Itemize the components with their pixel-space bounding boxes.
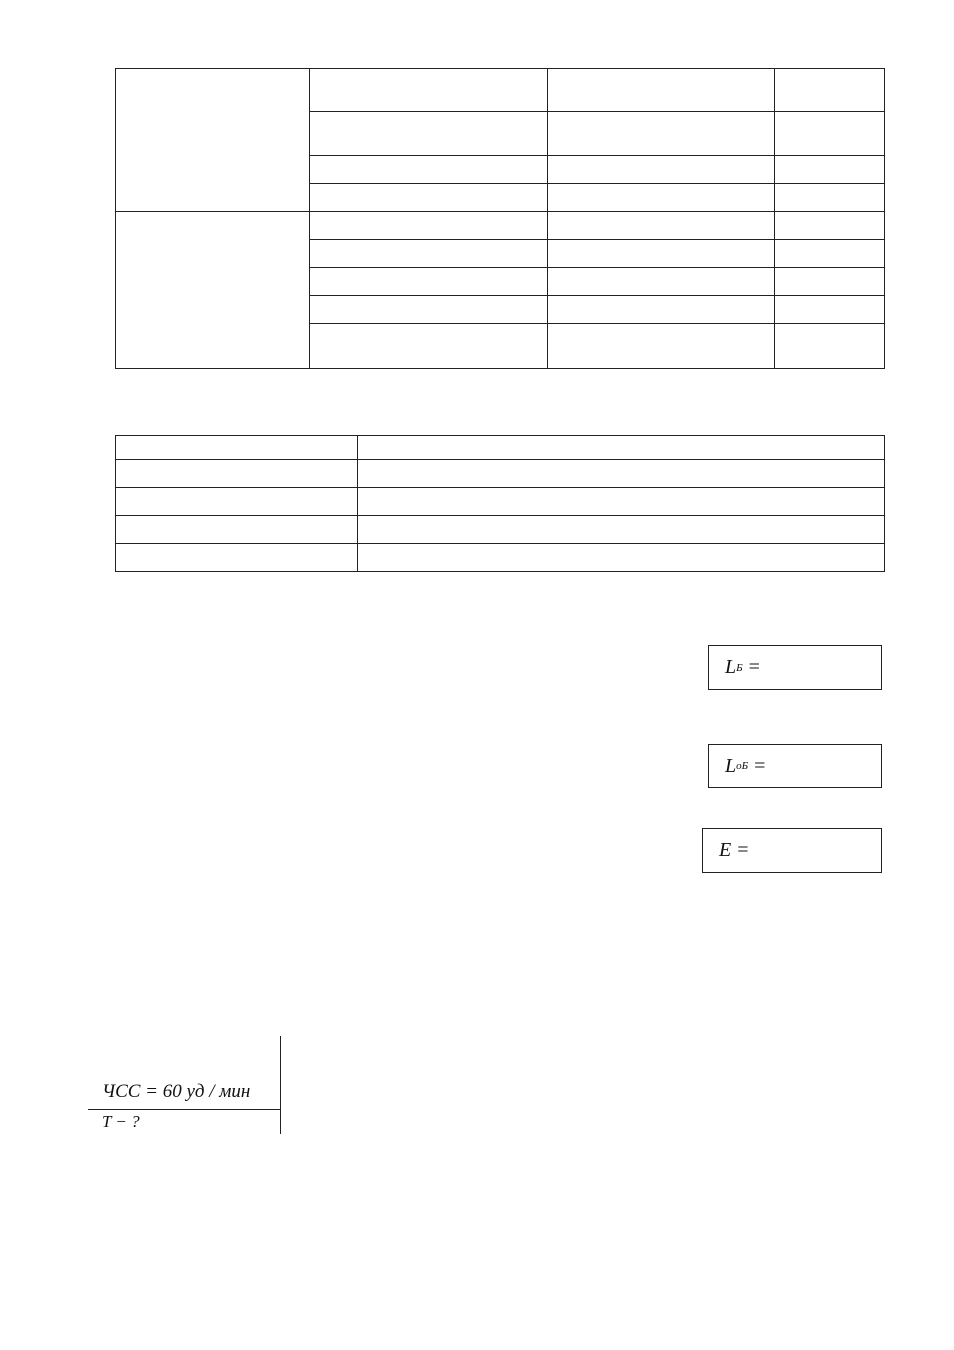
table1-cell[interactable]	[548, 69, 775, 112]
table1-cell[interactable]	[310, 156, 548, 184]
equals-sign: =	[737, 839, 749, 861]
table1-cell[interactable]	[775, 184, 885, 212]
table1-cell[interactable]	[775, 240, 885, 268]
table2-cell[interactable]	[358, 516, 885, 544]
table1-cell[interactable]	[548, 212, 775, 240]
given-unknown-period: T − ?	[102, 1112, 140, 1131]
table1-cell[interactable]	[310, 296, 548, 324]
table1-cell[interactable]	[310, 184, 548, 212]
table1-cell[interactable]	[775, 212, 885, 240]
table1-cell[interactable]	[548, 184, 775, 212]
answer-box-lob[interactable]	[708, 744, 882, 788]
table1-cell[interactable]	[775, 156, 885, 184]
given-heart-rate: ЧСС = 60 уд / мин	[102, 1081, 251, 1102]
table1-cell[interactable]	[310, 112, 548, 156]
table1-cell[interactable]	[548, 268, 775, 296]
given-divider-horizontal	[88, 1109, 280, 1110]
equals-sign: =	[754, 754, 766, 777]
table1-cell[interactable]	[775, 69, 885, 112]
table1-cell[interactable]	[775, 296, 885, 324]
table2-cell[interactable]	[116, 516, 358, 544]
table2-cell[interactable]	[116, 544, 358, 572]
table1-cell[interactable]	[310, 240, 548, 268]
table2-cell[interactable]	[116, 460, 358, 488]
table1-cell[interactable]	[310, 69, 548, 112]
table2-cell[interactable]	[358, 488, 885, 516]
answer-box-lb[interactable]	[708, 645, 882, 690]
table2-cell[interactable]	[358, 460, 885, 488]
table1-cell[interactable]	[548, 112, 775, 156]
table1-cell[interactable]	[775, 268, 885, 296]
table1-cell[interactable]	[775, 112, 885, 156]
table2-cell[interactable]	[358, 436, 885, 460]
answer-subscript: оБ	[736, 760, 749, 772]
answer-symbol: L	[725, 656, 737, 678]
table1-cell[interactable]	[310, 268, 548, 296]
given-divider-vertical	[280, 1036, 281, 1134]
results-table-2	[115, 435, 885, 572]
table1-group1-label-cell[interactable]	[116, 69, 310, 212]
table2-cell[interactable]	[116, 436, 358, 460]
results-table-1	[115, 68, 885, 369]
answer-box-e[interactable]	[702, 828, 882, 873]
answer-subscript: Б	[736, 661, 743, 674]
table1-group2-label-cell[interactable]	[116, 212, 310, 369]
table2-cell[interactable]	[116, 488, 358, 516]
table1-cell[interactable]	[310, 324, 548, 369]
table1-cell[interactable]	[775, 324, 885, 369]
table1-cell[interactable]	[548, 240, 775, 268]
table1-cell[interactable]	[310, 212, 548, 240]
table1-cell[interactable]	[548, 156, 775, 184]
table2-cell[interactable]	[358, 544, 885, 572]
answer-symbol: E	[719, 839, 732, 861]
given-problem-block	[88, 1036, 288, 1136]
equals-sign: =	[748, 656, 760, 678]
table1-cell[interactable]	[548, 296, 775, 324]
table1-cell[interactable]	[548, 324, 775, 369]
answer-symbol: L	[725, 754, 737, 777]
